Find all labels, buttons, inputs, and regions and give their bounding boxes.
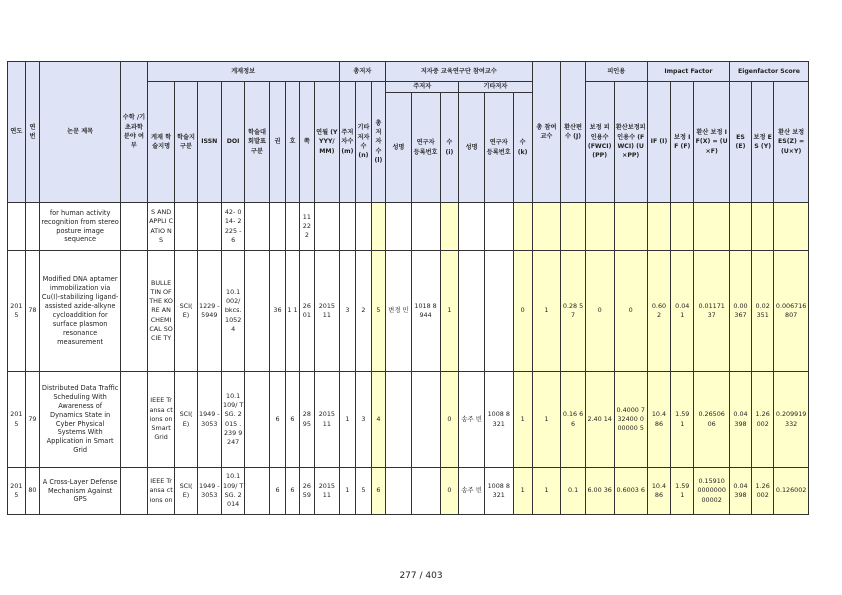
group-impact-factor: Impact Factor: [647, 62, 729, 82]
col-fwci-converted: 환산보정피인용수 (FWCI) (U×PP): [614, 82, 647, 203]
col-journal: 게재 학술지명: [147, 82, 175, 203]
doi: 42- 014- 2225 -6: [222, 203, 245, 251]
col-if-adjusted: 보정 IF (F): [671, 82, 694, 203]
col-doi: DOI: [222, 82, 245, 203]
table-row: for human activity recognition from stereo posture image sequence S AND APPLI CATIO NS 42- 014- 2225 -6 11 22 2: [8, 203, 809, 251]
col-page: 쪽: [299, 82, 315, 203]
col-title: 논문 제목: [40, 62, 121, 203]
group-participants: 저자중 교육연구단 참여교수: [386, 62, 532, 82]
col-main-name: 성명: [386, 93, 412, 203]
doi: 10.1 109/ TSG. 2015 .239 9247: [222, 372, 245, 468]
col-total-authors: 총저자수 (l): [371, 82, 385, 203]
group-main-author: 주저자: [386, 82, 459, 93]
col-journal-class: 학술지 구분: [175, 82, 197, 203]
col-issn: ISSN: [197, 82, 221, 203]
col-main-reg: 연구자 등록번호: [411, 93, 440, 203]
col-other-name: 성명: [459, 93, 485, 203]
col-date: 연월 (YYYY/MM): [315, 82, 339, 203]
group-authors: 총저자: [339, 62, 386, 82]
col-main-authors: 주저자수 (m): [339, 82, 356, 203]
paper-title: A Cross-Layer Defense Mechanism Against GPS: [40, 468, 121, 515]
table-row: 201 5 79 Distributed Data Traffic Scheduling With Awareness of Dynamics State in Cyber Physical Systems With Application in Smart Grid IEEE Transa ctions on Smart Grid SCI( E) 1949 - 3053 10.1 109/ TSG. 2015 .239 9247 6 6 28 95 2015 11 1 3 4 0 송주 빈 1008 8321 1 1 0.16 66 2.40 14 0.4000 732400 000000 5 10.4 86 1.59 1 0.26506 06 0.04 398 1.26 002 0.209919 332: [8, 372, 809, 468]
col-math-field: 수학 /기초과학 분야 여부: [121, 62, 148, 203]
paper-title: for human activity recognition from stereo posture image sequence: [40, 203, 121, 251]
journal-name: IEEE Transa ctions on Smart Grid: [147, 372, 175, 468]
col-if-converted: 환산 보정 IF(X) = (U×F): [694, 82, 730, 203]
col-fwci: 보정 피인용수 (FWCI) (PP): [585, 82, 614, 203]
table-row: 201 5 80 A Cross-Layer Defense Mechanism Against GPS IEEE Transa ctions on SCI( E) 1949 - 3053 10.1 109/ TSG. 2014 6 6 26 59 2015 11 1 5 6 0 송주 빈 1008 8321 1 1 0.1 6.00 36 0.6003 6 10.4 86 1.59 1 0.15910 0000000 00002 0.04 398 1.26 002 0.126002: [8, 468, 809, 515]
research-papers-table: [7, 61, 809, 515]
paper-title: Distributed Data Traffic Scheduling With Awareness of Dynamics State in Cyber Physical Systems With Application in Smart Grid: [40, 372, 121, 468]
table-row: 201 5 78 Modified DNA aptamer immobilization via Cu(I)-stabilizing ligand-assisted azide-alkyne cycloaddition for surface plasmon resonance measurement BULLE TIN OF THE KORE AN CHEMI CAL SOCIE TY SCI( E) 1229 - 5949 10.1 002/ bkcs. 1052 4 36 1 1 26 01 2015 11 3 2 5 변경 민 1018 8944 1 0 1 0.28 57 0 0 0.60 2 0.04 1 0.01171 37 0.00 367 0.02 351 0.006716 807: [8, 251, 809, 372]
doi: 10.1 002/ bkcs. 1052 4: [222, 251, 245, 372]
journal-name: IEEE Transa ctions on: [147, 468, 175, 515]
doi: 10.1 109/ TSG. 2014: [222, 468, 245, 515]
group-other-author: 기타저자: [459, 82, 532, 93]
page-number: 277 / 403: [399, 571, 443, 581]
group-publication-info: 게재정보: [147, 62, 339, 82]
col-es: ES (E): [729, 82, 751, 203]
col-other-count: 수 (k): [513, 93, 532, 203]
journal-name: BULLE TIN OF THE KORE AN CHEMI CAL SOCIE TY: [147, 251, 175, 372]
col-seq: 연번: [25, 62, 39, 203]
col-es-converted: 환산 보정 ES(Z) =(U×Y): [774, 82, 809, 203]
col-es-adjusted: 보정 ES (Y): [752, 82, 774, 203]
col-conference: 학술대회발표 구분: [245, 82, 269, 203]
col-main-count: 수 (i): [440, 93, 459, 203]
group-eigenfactor: Eigenfactor Score: [729, 62, 808, 82]
col-if: IF (I): [647, 82, 670, 203]
group-citations: 피인용: [585, 62, 647, 82]
col-total-participants: 총 참여교수: [532, 62, 561, 203]
col-issue: 호: [286, 82, 299, 203]
col-other-reg: 연구자 등록번호: [484, 93, 513, 203]
col-converted-count: 환산편수 (J): [561, 62, 585, 203]
journal-name: S AND APPLI CATIO NS: [147, 203, 175, 251]
paper-title: Modified DNA aptamer immobilization via Cu(I)-stabilizing ligand-assisted azide-alkyne cycloaddition for surface plasmon resonance measurement: [40, 251, 121, 372]
col-other-authors: 기타저자수 (n): [356, 82, 372, 203]
col-year: 연도: [8, 62, 26, 203]
col-volume: 권: [269, 82, 286, 203]
